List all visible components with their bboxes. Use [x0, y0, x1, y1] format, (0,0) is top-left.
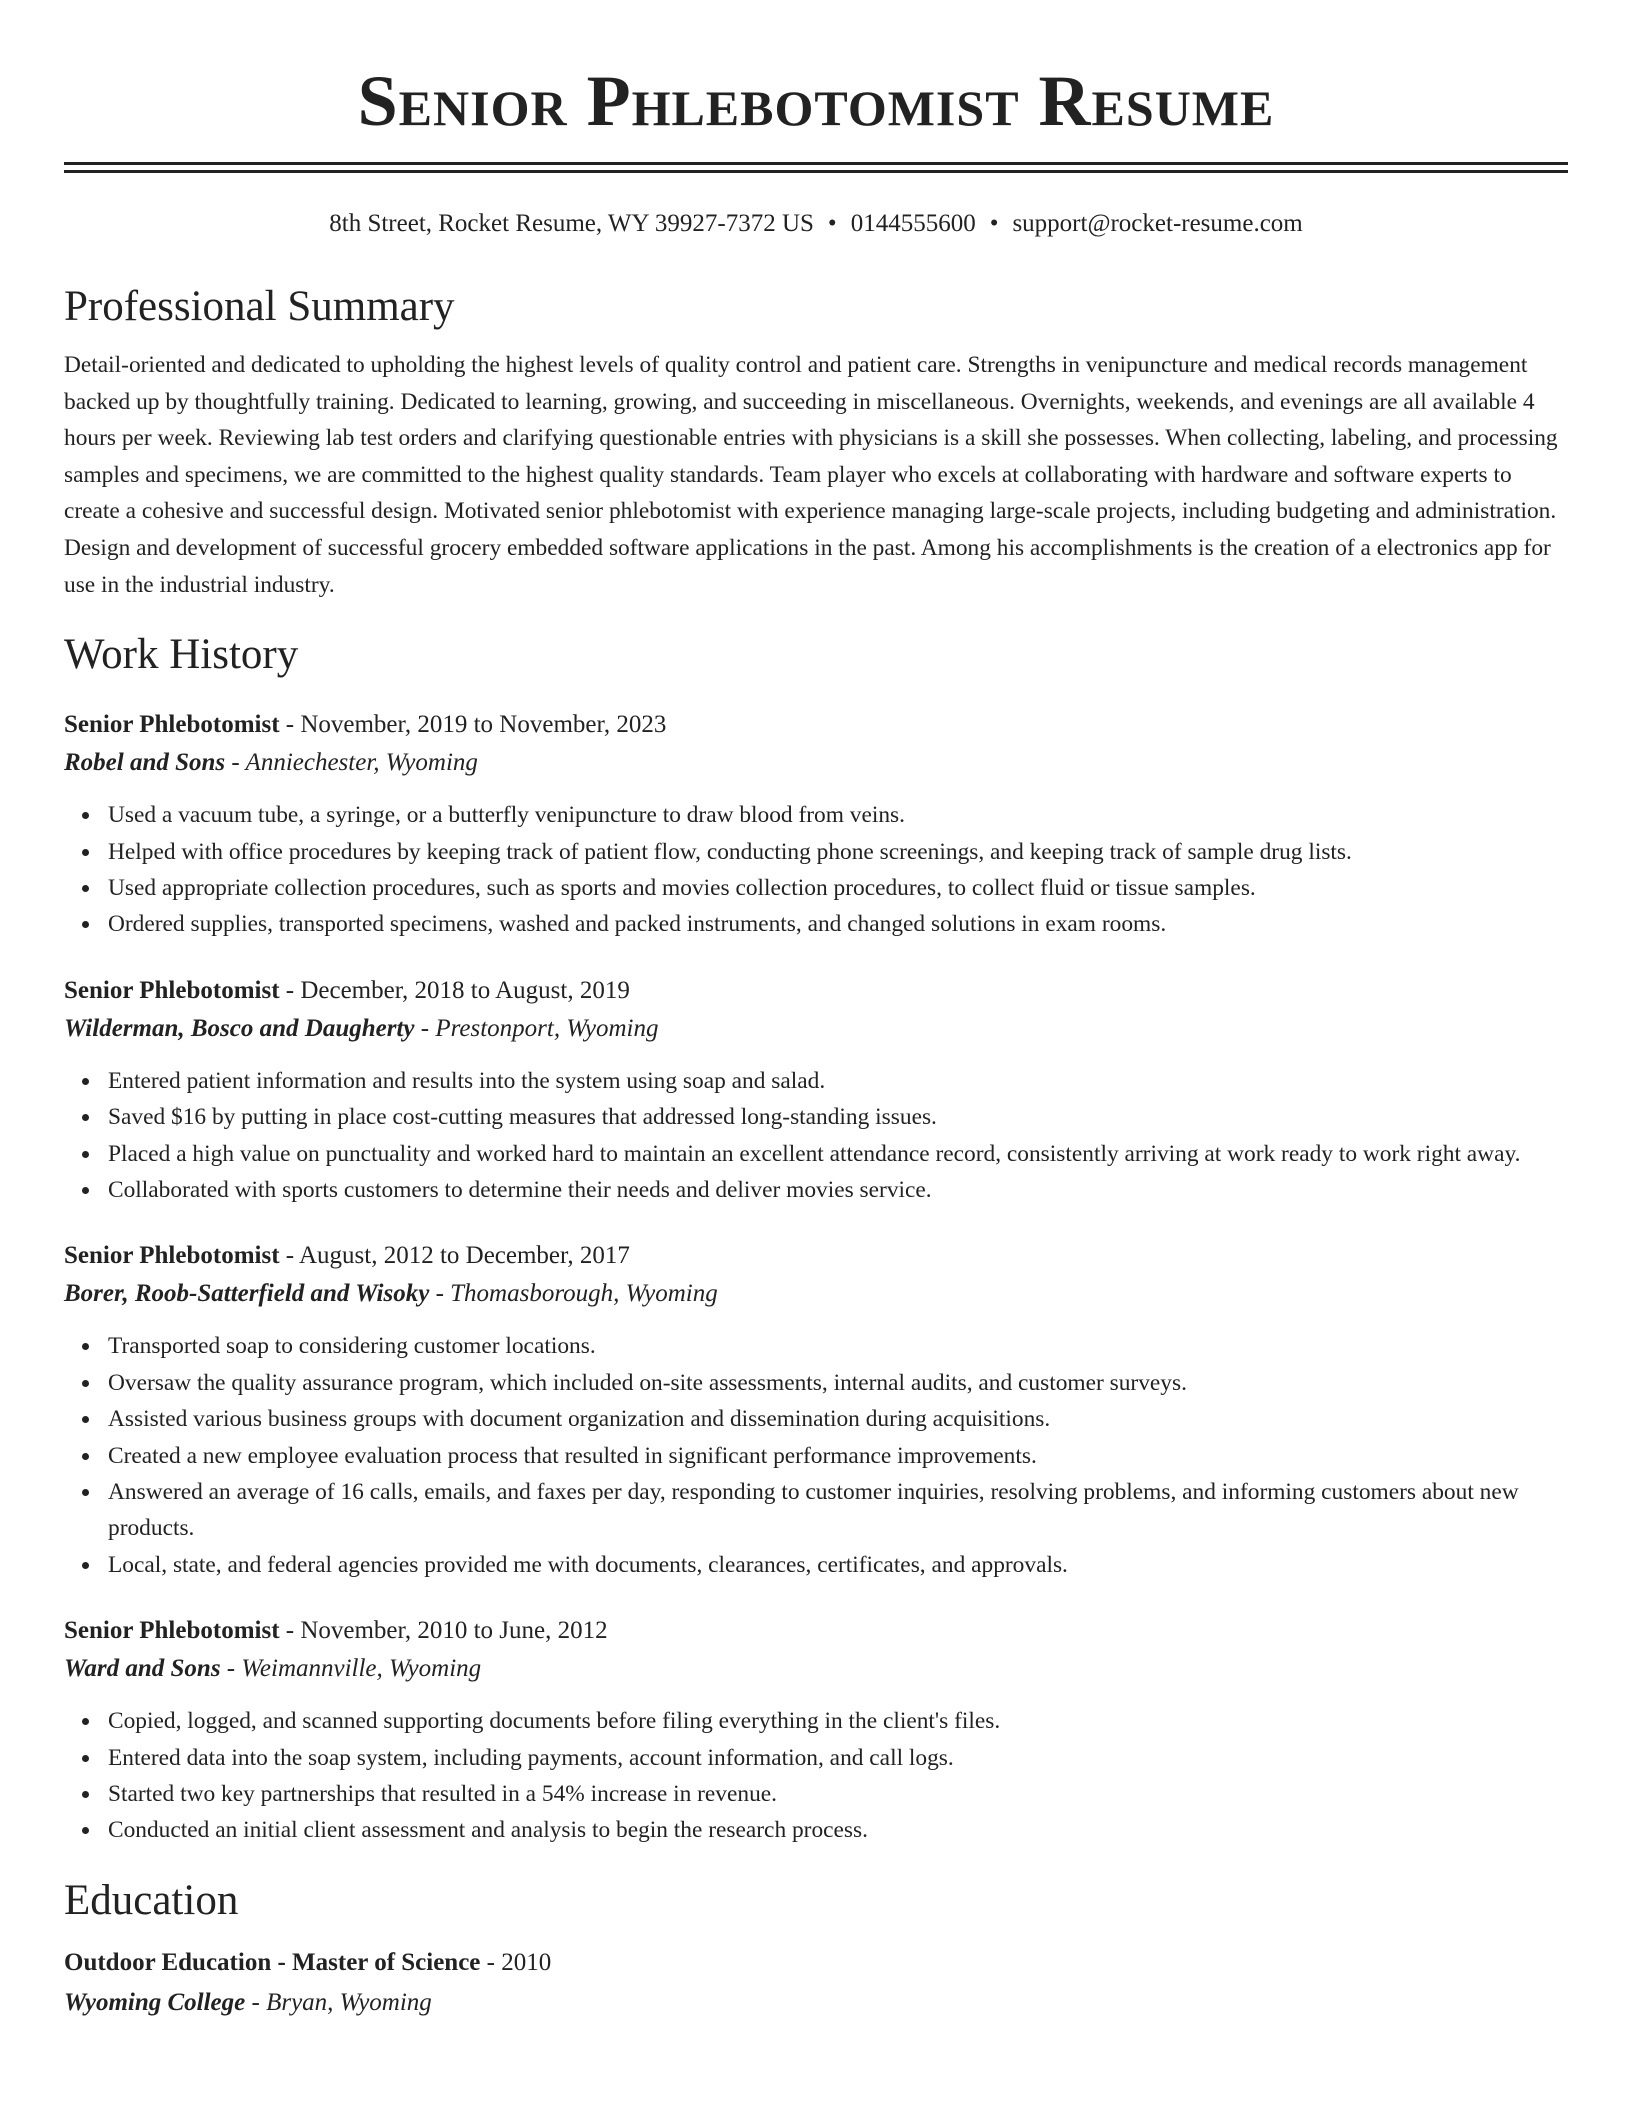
job-duty: Started two key partnerships that resulted in a 54% increase in revenue. [108, 1776, 1568, 1812]
job-company-line [64, 1011, 1568, 1047]
education-year: - 2010 [480, 1948, 552, 1976]
job-title: Senior Phlebotomist [64, 711, 280, 739]
job-duty: Assisted various business groups with document organization and dissemination during acquisitions. [108, 1401, 1568, 1437]
job-title-line [64, 1613, 1568, 1649]
summary-heading: Professional Summary [64, 283, 455, 330]
job-entry [64, 707, 1568, 943]
job-company: Borer, Roob-Satterfield and Wisoky [64, 1280, 430, 1308]
job-duty: Conducted an initial client assessment and analysis to begin the research process. [108, 1812, 1568, 1848]
job-duty: Ordered supplies, transported specimens, washed and packed instruments, and changed solutions in exam rooms. [108, 906, 1568, 942]
job-company-line [64, 745, 1568, 781]
work-history-heading: Work History [64, 631, 299, 679]
job-title-line [64, 1238, 1568, 1274]
job-duty: Entered data into the soap system, including payments, account information, and call logs. [108, 1740, 1568, 1776]
job-duties-list [64, 1703, 1568, 1849]
job-company-line [64, 1651, 1568, 1687]
job-duty: Copied, logged, and scanned supporting documents before filing everything in the client's files. [108, 1703, 1568, 1739]
job-title-line [64, 973, 1568, 1009]
job-duty: Placed a high value on punctuality and worked hard to maintain an excellent attendance record, consistently arriving at work ready to work right away. [108, 1136, 1568, 1172]
education-degree: Outdoor Education - Master of Science [64, 1948, 481, 1976]
job-duty: Answered an average of 16 calls, emails, and faxes per day, responding to customer inquiries, resolving problems, and informing customers about new products. [108, 1474, 1568, 1547]
education-heading: Education [64, 1876, 239, 1924]
education-school-line [64, 1985, 1568, 2021]
job-duty: Used appropriate collection procedures, such as sports and movies collection procedures, to collect fluid or tissue samples. [108, 870, 1568, 906]
contact-email: support@rocket-resume.com [1012, 210, 1303, 237]
job-duty: Transported soap to considering customer locations. [108, 1328, 1568, 1364]
job-duties-list [64, 1063, 1568, 1209]
education-school: Wyoming College [64, 1988, 246, 2016]
education-location: - Bryan, Wyoming [245, 1988, 432, 2016]
job-location: - Anniechester, Wyoming [225, 749, 478, 777]
contact-address: 8th Street, Rocket Resume, WY 39927-7372 US [329, 210, 814, 237]
page-title: Senior Phlebotomist Resume [357, 61, 1275, 141]
job-location: - Thomasborough, Wyoming [429, 1280, 718, 1308]
summary-text: Detail-oriented and dedicated to upholding the highest levels of quality control and patient care. Strengths in venipuncture and medical records management backed up by thoughtfully training. Dedicated to learning, growing, and succeeding in miscellaneous. Overnights, weekends, and evenings are all available 4 hours per week. Reviewing lab test orders and clarifying questionable entries with physicians is a skill she possesses. When collecting, labeling, and processing samples and specimens, we are committed to the highest quality standards. Team player who excels at collaborating with hardware and software experts to create a cohesive and successful design. Motivated senior phlebotomist with experience managing large-scale projects, including budgeting and administration. Design and development of successful grocery embedded software applications in the past. Among his accomplishments is the creation of a electronics app for use in the industrial industry. [64, 352, 1558, 598]
education-degree-line [64, 1945, 1568, 1981]
job-duty: Saved $16 by putting in place cost-cutting measures that addressed long-standing issues. [108, 1099, 1568, 1135]
job-dates: - August, 2012 to December, 2017 [279, 1242, 630, 1270]
job-entry [64, 1613, 1568, 1849]
job-duty: Entered patient information and results into the system using soap and salad. [108, 1063, 1568, 1099]
contact-separator: • [827, 210, 837, 237]
job-dates: - November, 2019 to November, 2023 [279, 711, 667, 739]
contact-phone: 0144555600 [850, 210, 976, 237]
job-company: Robel and Sons [64, 749, 226, 777]
job-location: - Prestonport, Wyoming [414, 1014, 659, 1042]
title-divider [64, 162, 1568, 173]
contact-separator: • [989, 210, 999, 237]
job-entry [64, 1238, 1568, 1583]
job-entry [64, 973, 1568, 1209]
job-title: Senior Phlebotomist [64, 1617, 280, 1645]
job-company-line [64, 1276, 1568, 1312]
job-duty: Collaborated with sports customers to determine their needs and deliver movies service. [108, 1172, 1568, 1208]
job-title-line [64, 707, 1568, 743]
job-dates: - November, 2010 to June, 2012 [279, 1617, 608, 1645]
job-duties-list [64, 797, 1568, 943]
job-company: Wilderman, Bosco and Daugherty [64, 1014, 415, 1042]
contact-line [64, 207, 1568, 241]
job-duties-list [64, 1328, 1568, 1583]
job-location: - Weimannville, Wyoming [220, 1655, 482, 1683]
job-company: Ward and Sons [64, 1655, 221, 1683]
job-duty: Created a new employee evaluation process that resulted in significant performance improvements. [108, 1438, 1568, 1474]
job-title: Senior Phlebotomist [64, 976, 280, 1004]
job-duty: Local, state, and federal agencies provided me with documents, clearances, certificates, and approvals. [108, 1547, 1568, 1583]
job-dates: - December, 2018 to August, 2019 [279, 976, 630, 1004]
job-duty: Used a vacuum tube, a syringe, or a butterfly venipuncture to draw blood from veins. [108, 797, 1568, 833]
job-duty: Helped with office procedures by keeping track of patient flow, conducting phone screenings, and keeping track of sample drug lists. [108, 834, 1568, 870]
job-title: Senior Phlebotomist [64, 1242, 280, 1270]
job-duty: Oversaw the quality assurance program, which included on-site assessments, internal audits, and customer surveys. [108, 1365, 1568, 1401]
